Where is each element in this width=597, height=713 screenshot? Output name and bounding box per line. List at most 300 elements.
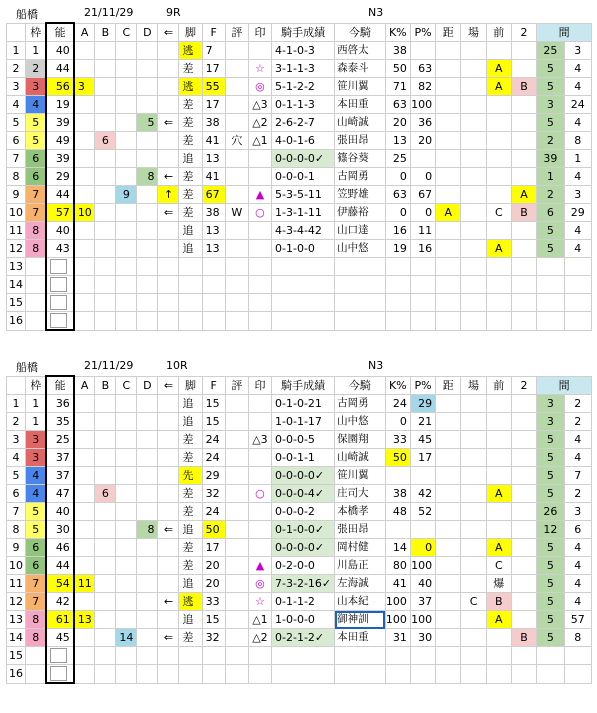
hyo-cell[interactable] — [225, 557, 248, 575]
score-a-cell[interactable] — [74, 431, 95, 449]
ba-cell[interactable] — [461, 168, 486, 186]
row-number[interactable]: 13 — [7, 258, 26, 276]
k-pct-cell[interactable] — [385, 665, 410, 684]
f-cell[interactable]: 38 — [202, 114, 225, 132]
score-b-cell[interactable] — [95, 629, 116, 647]
jockey-cell[interactable]: 本田重 — [335, 96, 386, 114]
interval-1-cell[interactable]: 5 — [537, 467, 564, 485]
f-cell[interactable]: 32 — [202, 629, 225, 647]
score-c-cell[interactable] — [116, 485, 137, 503]
score-d-cell[interactable] — [137, 395, 158, 413]
score-b-cell[interactable] — [95, 521, 116, 539]
interval-1-cell[interactable]: 5 — [537, 222, 564, 240]
score-b-cell[interactable] — [95, 503, 116, 521]
interval-1-cell[interactable] — [537, 665, 564, 684]
two-cell[interactable]: A — [511, 186, 536, 204]
record-cell[interactable]: 7-3-2-16✓ — [272, 575, 335, 593]
score-d-cell[interactable] — [137, 431, 158, 449]
k-pct-cell[interactable] — [385, 312, 410, 331]
arrow-cell[interactable] — [158, 575, 179, 593]
two-cell[interactable] — [511, 132, 536, 150]
p-pct-cell[interactable]: 0 — [410, 539, 435, 557]
row-number[interactable]: 13 — [7, 611, 26, 629]
mark-cell[interactable]: ▲ — [248, 186, 271, 204]
kyori-cell[interactable] — [436, 449, 461, 467]
waku-cell[interactable] — [25, 258, 46, 276]
jockey-cell[interactable] — [335, 312, 386, 331]
ability-cell[interactable]: 29 — [46, 168, 73, 186]
kyori-cell[interactable] — [436, 168, 461, 186]
record-cell[interactable]: 0-2-1-2✓ — [272, 629, 335, 647]
mae-cell[interactable] — [486, 222, 511, 240]
waku-cell[interactable]: 3 — [25, 78, 46, 96]
hyo-cell[interactable] — [225, 575, 248, 593]
ba-cell[interactable] — [461, 449, 486, 467]
jockey-cell[interactable]: 古岡勇 — [335, 168, 386, 186]
interval-2-cell[interactable]: 4 — [564, 593, 592, 611]
arrow-cell[interactable] — [158, 557, 179, 575]
jockey-cell[interactable]: 張田昂 — [335, 132, 386, 150]
k-pct-cell[interactable] — [385, 647, 410, 665]
k-pct-cell[interactable] — [385, 276, 410, 294]
mae-cell[interactable]: B — [486, 593, 511, 611]
f-cell[interactable]: 17 — [202, 539, 225, 557]
ability-cell[interactable]: 40 — [46, 42, 73, 60]
waku-cell[interactable]: 1 — [25, 395, 46, 413]
record-cell[interactable] — [272, 312, 335, 331]
interval-1-cell[interactable] — [537, 294, 564, 312]
mark-cell[interactable] — [248, 150, 271, 168]
score-d-cell[interactable] — [137, 557, 158, 575]
interval-2-cell[interactable]: 57 — [564, 611, 592, 629]
kyori-cell[interactable] — [436, 42, 461, 60]
interval-2-cell[interactable] — [564, 258, 592, 276]
mark-cell[interactable]: △1 — [248, 132, 271, 150]
score-b-cell[interactable] — [95, 240, 116, 258]
kyori-cell[interactable] — [436, 222, 461, 240]
ba-cell[interactable] — [461, 503, 486, 521]
record-cell[interactable]: 4-0-1-6 — [272, 132, 335, 150]
p-pct-cell[interactable]: 42 — [410, 485, 435, 503]
k-pct-cell[interactable]: 14 — [385, 539, 410, 557]
kyori-cell[interactable] — [436, 78, 461, 96]
interval-1-cell[interactable] — [537, 312, 564, 331]
mark-cell[interactable] — [248, 222, 271, 240]
mark-cell[interactable] — [248, 42, 271, 60]
interval-2-cell[interactable]: 2 — [564, 485, 592, 503]
ba-cell[interactable] — [461, 467, 486, 485]
hyo-cell[interactable] — [225, 60, 248, 78]
record-cell[interactable]: 3-1-1-3 — [272, 60, 335, 78]
hyo-cell[interactable] — [225, 96, 248, 114]
arrow-cell[interactable]: ⇐ — [158, 204, 179, 222]
waku-cell[interactable] — [25, 647, 46, 665]
score-c-cell[interactable] — [116, 647, 137, 665]
p-pct-cell[interactable]: 45 — [410, 431, 435, 449]
kyaku-cell[interactable]: 追 — [179, 240, 202, 258]
mark-cell[interactable] — [248, 539, 271, 557]
score-b-cell[interactable] — [95, 222, 116, 240]
mae-cell[interactable] — [486, 312, 511, 331]
record-cell[interactable]: 0-1-0-0 — [272, 240, 335, 258]
k-pct-cell[interactable] — [385, 294, 410, 312]
f-cell[interactable]: 13 — [202, 240, 225, 258]
interval-1-cell[interactable]: 12 — [537, 521, 564, 539]
interval-1-cell[interactable]: 5 — [537, 593, 564, 611]
ba-cell[interactable] — [461, 665, 486, 684]
mark-cell[interactable]: ◎ — [248, 575, 271, 593]
row-number[interactable]: 9 — [7, 186, 26, 204]
ba-cell[interactable] — [461, 557, 486, 575]
ba-cell[interactable] — [461, 186, 486, 204]
waku-cell[interactable]: 5 — [25, 132, 46, 150]
score-a-cell[interactable] — [74, 629, 95, 647]
interval-2-cell[interactable]: 4 — [564, 168, 592, 186]
kyaku-cell[interactable] — [179, 294, 202, 312]
score-a-cell[interactable]: 11 — [74, 575, 95, 593]
mark-cell[interactable] — [248, 647, 271, 665]
score-b-cell[interactable] — [95, 78, 116, 96]
jockey-cell[interactable] — [335, 294, 386, 312]
ability-cell[interactable]: 45 — [46, 629, 73, 647]
p-pct-cell[interactable] — [410, 467, 435, 485]
mark-cell[interactable] — [248, 467, 271, 485]
waku-cell[interactable]: 8 — [25, 222, 46, 240]
kyori-cell[interactable] — [436, 521, 461, 539]
interval-1-cell[interactable]: 3 — [537, 395, 564, 413]
waku-cell[interactable]: 4 — [25, 485, 46, 503]
interval-2-cell[interactable]: 24 — [564, 96, 592, 114]
ba-cell[interactable] — [461, 276, 486, 294]
kyori-cell[interactable] — [436, 413, 461, 431]
waku-cell[interactable] — [25, 312, 46, 331]
ability-cell[interactable]: 47 — [46, 485, 73, 503]
score-b-cell[interactable] — [95, 168, 116, 186]
f-cell[interactable]: 29 — [202, 467, 225, 485]
interval-1-cell[interactable]: 5 — [537, 575, 564, 593]
arrow-cell[interactable] — [158, 395, 179, 413]
arrow-cell[interactable]: ← — [158, 593, 179, 611]
score-d-cell[interactable] — [137, 204, 158, 222]
hyo-cell[interactable] — [225, 665, 248, 684]
kyori-cell[interactable] — [436, 467, 461, 485]
f-cell[interactable]: 17 — [202, 60, 225, 78]
arrow-cell[interactable] — [158, 647, 179, 665]
mark-cell[interactable] — [248, 665, 271, 684]
row-number[interactable]: 9 — [7, 539, 26, 557]
k-pct-cell[interactable]: 38 — [385, 485, 410, 503]
arrow-cell[interactable] — [158, 485, 179, 503]
waku-cell[interactable]: 4 — [25, 96, 46, 114]
score-b-cell[interactable] — [95, 42, 116, 60]
ba-cell[interactable] — [461, 222, 486, 240]
score-c-cell[interactable] — [116, 168, 137, 186]
kyori-cell[interactable]: A — [436, 204, 461, 222]
ability-cell[interactable]: 61 — [46, 611, 73, 629]
two-cell[interactable] — [511, 168, 536, 186]
arrow-cell[interactable] — [158, 222, 179, 240]
mark-cell[interactable]: ☆ — [248, 60, 271, 78]
two-cell[interactable]: B — [511, 204, 536, 222]
record-cell[interactable]: 0-1-1-3 — [272, 96, 335, 114]
score-c-cell[interactable] — [116, 294, 137, 312]
ability-empty-box[interactable] — [50, 295, 66, 310]
score-a-cell[interactable] — [74, 521, 95, 539]
score-a-cell[interactable] — [74, 96, 95, 114]
mark-cell[interactable] — [248, 258, 271, 276]
kyori-cell[interactable] — [436, 276, 461, 294]
waku-cell[interactable]: 8 — [25, 611, 46, 629]
record-cell[interactable]: 0-1-1-2 — [272, 593, 335, 611]
mae-cell[interactable]: C — [486, 204, 511, 222]
waku-cell[interactable]: 1 — [25, 413, 46, 431]
ba-cell[interactable] — [461, 395, 486, 413]
ba-cell[interactable]: C — [461, 593, 486, 611]
score-d-cell[interactable] — [137, 150, 158, 168]
f-cell[interactable]: 67 — [202, 186, 225, 204]
waku-cell[interactable]: 7 — [25, 186, 46, 204]
kyaku-cell[interactable]: 追 — [179, 521, 202, 539]
hyo-cell[interactable] — [225, 485, 248, 503]
mark-cell[interactable] — [248, 294, 271, 312]
p-pct-cell[interactable] — [410, 312, 435, 331]
f-cell[interactable] — [202, 665, 225, 684]
record-cell[interactable]: 0-0-0-0✓ — [272, 150, 335, 168]
hyo-cell[interactable] — [225, 395, 248, 413]
hyo-cell[interactable] — [225, 240, 248, 258]
two-cell[interactable] — [511, 222, 536, 240]
jockey-cell[interactable]: 保園翔 — [335, 431, 386, 449]
waku-cell[interactable] — [25, 294, 46, 312]
ba-cell[interactable] — [461, 96, 486, 114]
score-b-cell[interactable] — [95, 449, 116, 467]
interval-1-cell[interactable]: 5 — [537, 78, 564, 96]
interval-2-cell[interactable]: 4 — [564, 222, 592, 240]
interval-2-cell[interactable] — [564, 665, 592, 684]
ability-cell[interactable]: 40 — [46, 222, 73, 240]
score-a-cell[interactable] — [74, 395, 95, 413]
ba-cell[interactable] — [461, 413, 486, 431]
score-b-cell[interactable] — [95, 431, 116, 449]
mae-cell[interactable] — [486, 521, 511, 539]
interval-2-cell[interactable]: 29 — [564, 204, 592, 222]
ability-cell[interactable]: 44 — [46, 60, 73, 78]
jockey-cell[interactable] — [335, 665, 386, 684]
jockey-cell[interactable]: 笠野雄 — [335, 186, 386, 204]
ability-cell[interactable]: 49 — [46, 132, 73, 150]
score-c-cell[interactable] — [116, 575, 137, 593]
mark-cell[interactable]: △1 — [248, 611, 271, 629]
ability-empty-box[interactable] — [50, 259, 66, 274]
jockey-cell[interactable]: 岡村健 — [335, 539, 386, 557]
ability-cell[interactable]: 44 — [46, 186, 73, 204]
score-a-cell[interactable] — [74, 294, 95, 312]
arrow-cell[interactable] — [158, 312, 179, 331]
interval-2-cell[interactable]: 2 — [564, 413, 592, 431]
score-a-cell[interactable] — [74, 222, 95, 240]
two-cell[interactable] — [511, 42, 536, 60]
hyo-cell[interactable] — [225, 503, 248, 521]
two-cell[interactable] — [511, 539, 536, 557]
score-b-cell[interactable] — [95, 539, 116, 557]
score-d-cell[interactable] — [137, 294, 158, 312]
k-pct-cell[interactable]: 41 — [385, 575, 410, 593]
row-number[interactable]: 12 — [7, 240, 26, 258]
interval-2-cell[interactable]: 7 — [564, 467, 592, 485]
hyo-cell[interactable] — [225, 168, 248, 186]
score-a-cell[interactable] — [74, 312, 95, 331]
kyori-cell[interactable] — [436, 312, 461, 331]
score-c-cell[interactable] — [116, 539, 137, 557]
score-a-cell[interactable] — [74, 276, 95, 294]
ability-empty-box[interactable] — [50, 277, 66, 292]
record-cell[interactable]: 0-2-0-0 — [272, 557, 335, 575]
jockey-cell[interactable]: 川島正 — [335, 557, 386, 575]
mae-cell[interactable] — [486, 276, 511, 294]
kyaku-cell[interactable] — [179, 258, 202, 276]
f-cell[interactable]: 24 — [202, 449, 225, 467]
hyo-cell[interactable] — [225, 276, 248, 294]
hyo-cell[interactable] — [225, 258, 248, 276]
kyaku-cell[interactable]: 逃 — [179, 593, 202, 611]
score-d-cell[interactable] — [137, 413, 158, 431]
waku-cell[interactable]: 3 — [25, 449, 46, 467]
kyaku-cell[interactable]: 差 — [179, 114, 202, 132]
interval-1-cell[interactable]: 5 — [537, 629, 564, 647]
mark-cell[interactable]: ▲ — [248, 557, 271, 575]
hyo-cell[interactable] — [225, 78, 248, 96]
row-number[interactable]: 15 — [7, 294, 26, 312]
record-cell[interactable] — [272, 647, 335, 665]
score-c-cell[interactable] — [116, 60, 137, 78]
p-pct-cell[interactable]: 100 — [410, 557, 435, 575]
jockey-cell[interactable]: 本橋孝 — [335, 503, 386, 521]
score-a-cell[interactable] — [74, 539, 95, 557]
score-a-cell[interactable] — [74, 485, 95, 503]
score-d-cell[interactable] — [137, 312, 158, 331]
p-pct-cell[interactable] — [410, 647, 435, 665]
jockey-cell[interactable]: 山崎誠 — [335, 449, 386, 467]
score-d-cell[interactable] — [137, 467, 158, 485]
ba-cell[interactable] — [461, 431, 486, 449]
f-cell[interactable]: 55 — [202, 78, 225, 96]
interval-1-cell[interactable]: 25 — [537, 42, 564, 60]
kyori-cell[interactable] — [436, 431, 461, 449]
ba-cell[interactable] — [461, 539, 486, 557]
interval-2-cell[interactable] — [564, 647, 592, 665]
two-cell[interactable] — [511, 96, 536, 114]
kyaku-cell[interactable]: 差 — [179, 186, 202, 204]
hyo-cell[interactable]: W — [225, 204, 248, 222]
ba-cell[interactable] — [461, 150, 486, 168]
row-number[interactable]: 12 — [7, 593, 26, 611]
ability-cell[interactable] — [46, 312, 73, 331]
score-d-cell[interactable] — [137, 132, 158, 150]
mark-cell[interactable] — [248, 312, 271, 331]
ba-cell[interactable] — [461, 132, 486, 150]
waku-cell[interactable]: 4 — [25, 467, 46, 485]
score-b-cell[interactable] — [95, 593, 116, 611]
k-pct-cell[interactable]: 80 — [385, 557, 410, 575]
k-pct-cell[interactable]: 31 — [385, 629, 410, 647]
ability-cell[interactable]: 46 — [46, 539, 73, 557]
mae-cell[interactable] — [486, 467, 511, 485]
mae-cell[interactable] — [486, 449, 511, 467]
p-pct-cell[interactable]: 20 — [410, 132, 435, 150]
ability-cell[interactable] — [46, 647, 73, 665]
score-a-cell[interactable] — [74, 150, 95, 168]
ability-cell[interactable]: 43 — [46, 240, 73, 258]
two-cell[interactable] — [511, 60, 536, 78]
kyori-cell[interactable] — [436, 60, 461, 78]
kyaku-cell[interactable]: 差 — [179, 96, 202, 114]
waku-cell[interactable]: 8 — [25, 240, 46, 258]
p-pct-cell[interactable]: 40 — [410, 575, 435, 593]
hyo-cell[interactable] — [225, 467, 248, 485]
hyo-cell[interactable] — [225, 629, 248, 647]
k-pct-cell[interactable]: 100 — [385, 611, 410, 629]
interval-1-cell[interactable]: 5 — [537, 114, 564, 132]
interval-2-cell[interactable]: 3 — [564, 503, 592, 521]
kyaku-cell[interactable]: 差 — [179, 503, 202, 521]
p-pct-cell[interactable] — [410, 665, 435, 684]
arrow-cell[interactable] — [158, 60, 179, 78]
score-c-cell[interactable] — [116, 611, 137, 629]
two-cell[interactable] — [511, 647, 536, 665]
score-c-cell[interactable] — [116, 132, 137, 150]
waku-cell[interactable]: 6 — [25, 557, 46, 575]
score-c-cell[interactable] — [116, 258, 137, 276]
ba-cell[interactable] — [461, 611, 486, 629]
k-pct-cell[interactable] — [385, 521, 410, 539]
waku-cell[interactable]: 7 — [25, 593, 46, 611]
mark-cell[interactable]: ◎ — [248, 78, 271, 96]
score-a-cell[interactable] — [74, 665, 95, 684]
ability-cell[interactable]: 36 — [46, 395, 73, 413]
kyori-cell[interactable] — [436, 258, 461, 276]
score-c-cell[interactable] — [116, 449, 137, 467]
waku-cell[interactable] — [25, 665, 46, 684]
score-c-cell[interactable] — [116, 467, 137, 485]
f-cell[interactable]: 15 — [202, 395, 225, 413]
score-d-cell[interactable] — [137, 539, 158, 557]
two-cell[interactable] — [511, 593, 536, 611]
mark-cell[interactable]: ☆ — [248, 593, 271, 611]
arrow-cell[interactable]: ← — [158, 168, 179, 186]
mark-cell[interactable]: △2 — [248, 629, 271, 647]
ba-cell[interactable] — [461, 312, 486, 331]
score-a-cell[interactable] — [74, 647, 95, 665]
score-c-cell[interactable] — [116, 503, 137, 521]
waku-cell[interactable]: 5 — [25, 114, 46, 132]
ba-cell[interactable] — [461, 204, 486, 222]
interval-1-cell[interactable]: 2 — [537, 132, 564, 150]
two-cell[interactable] — [511, 413, 536, 431]
hyo-cell[interactable]: 穴 — [225, 132, 248, 150]
two-cell[interactable] — [511, 485, 536, 503]
ability-empty-box[interactable] — [50, 313, 66, 328]
score-d-cell[interactable] — [137, 665, 158, 684]
row-number[interactable]: 3 — [7, 431, 26, 449]
score-a-cell[interactable] — [74, 186, 95, 204]
score-c-cell[interactable] — [116, 413, 137, 431]
score-d-cell[interactable] — [137, 276, 158, 294]
two-cell[interactable] — [511, 665, 536, 684]
two-cell[interactable] — [511, 395, 536, 413]
score-b-cell[interactable] — [95, 413, 116, 431]
two-cell[interactable] — [511, 114, 536, 132]
f-cell[interactable]: 20 — [202, 557, 225, 575]
